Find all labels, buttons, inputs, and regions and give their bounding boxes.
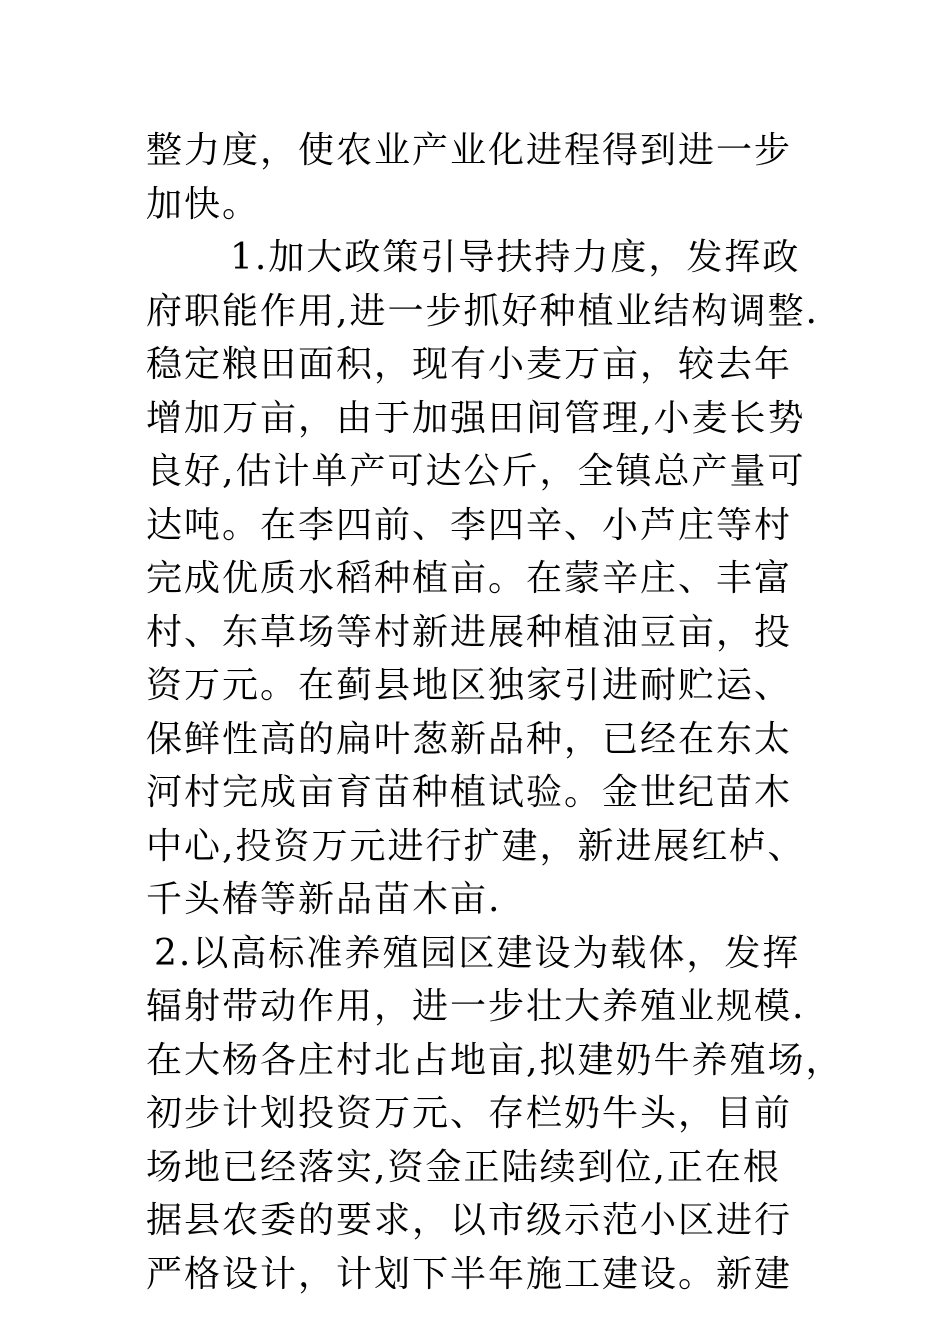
text-line: 增加万亩，由于加强田间管理,小麦长势	[146, 397, 806, 439]
text-line: 整力度，使农业产业化进程得到进一步	[146, 130, 793, 171]
text-line: 村、东草场等村新进展种植油豆亩，投	[146, 611, 793, 653]
document-body	[146, 124, 846, 1301]
text-line: 府职能作用,进一步抓好种植业结构调整.	[146, 290, 819, 332]
text-line: 在大杨各庄村北占地亩,拟建奶牛养殖场，	[146, 1039, 844, 1081]
text-line: 稳定粮田面积，现有小麦万亩，较去年	[146, 344, 793, 385]
text-line: 1.加大政策引导扶持力度，发挥政	[230, 237, 801, 278]
text-line: 辐射带动作用，进一步壮大养殖业规模.	[146, 986, 806, 1027]
text-line: 完成优质水稻种植亩。在蒙辛庄、丰富	[146, 558, 793, 599]
text-line: 河村完成亩育苗种植试验。金世纪苗木	[146, 772, 793, 813]
text-line: 保鲜性高的扁叶葱新品种，已经在东太	[146, 718, 793, 760]
text-line: 达吨。在李四前、李四辛、小芦庄等村	[146, 504, 793, 546]
text-line: 据县农委的要求，以市级示范小区进行	[146, 1200, 793, 1241]
text-line: 千头椿等新品苗木亩.	[146, 879, 502, 920]
text-line: 加快。	[146, 183, 261, 225]
text-line: 严格设计，计划下半年施工建设。新建	[146, 1253, 793, 1295]
text-line: 初步计划投资万元、存栏奶牛头，目前	[146, 1093, 793, 1134]
text-line: 场地已经落实,资金正陆续到位,正在根	[146, 1146, 781, 1188]
text-line: 中心,投资万元进行扩建，新进展红栌、	[146, 825, 806, 867]
text-line: 资万元。在蓟县地区独家引进耐贮运、	[146, 665, 793, 706]
text-line: 良好,估计单产可达公斤，全镇总产量可	[146, 451, 806, 492]
text-line: 2.以高标准养殖园区建设为载体，发挥	[154, 932, 801, 974]
